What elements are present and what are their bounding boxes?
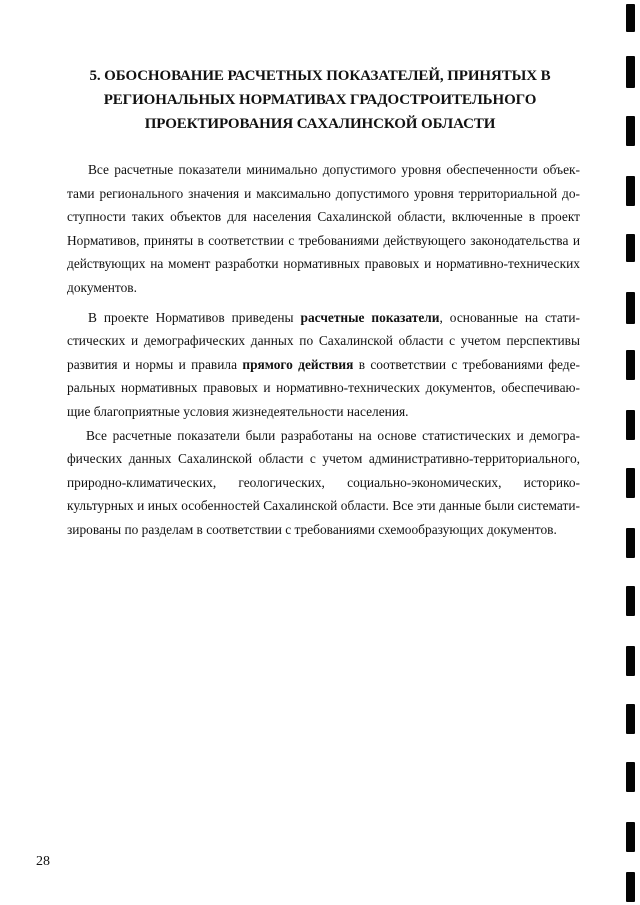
binding-hole: [626, 822, 635, 852]
text-run: в соответствии с требованиями феде-: [358, 356, 580, 372]
binding-hole: [626, 410, 635, 440]
text-line: [67, 353, 580, 377]
binding-hole: [626, 762, 635, 792]
text-line: документов.: [67, 279, 137, 295]
paragraph-1: [67, 158, 580, 300]
binding-hole: [626, 704, 635, 734]
text-line: [67, 306, 580, 330]
bold-term: расчетные показатели: [300, 309, 440, 325]
binding-hole: [626, 176, 635, 206]
text-line: Все расчетные показатели были разработаны на основе статистических и демогра-: [86, 427, 580, 443]
text-line: щие благоприятные условия жизнедеятельности населения.: [67, 403, 409, 419]
text-line: культурных и иных особенностей Сахалинской области. Все эти данные были системати-: [67, 498, 580, 514]
text-line: зированы по разделам в соответствии с требованиями схемообразующих документов.: [67, 521, 557, 537]
text-line: стических и демографических данных по Сахалинской области с учетом перспективы: [67, 333, 580, 349]
text-line: Все расчетные показатели минимально допустимого уровня обеспеченности объек-: [88, 162, 580, 177]
spiral-binding: [623, 0, 635, 905]
body-text: [67, 158, 580, 542]
binding-hole: [626, 4, 635, 32]
text-line: природно-климатических, геологических, социально-экономических, историко-: [67, 474, 580, 490]
heading-line: ПРОЕКТИРОВАНИЯ САХАЛИНСКОЙ ОБЛАСТИ: [144, 116, 496, 132]
text-line: действующих на момент разработки нормативных правовых и нормативно-технических: [67, 256, 580, 272]
binding-hole: [626, 468, 635, 498]
binding-hole: [626, 56, 635, 88]
binding-hole: [626, 234, 635, 262]
binding-hole: [626, 646, 635, 676]
binding-hole: [626, 350, 635, 380]
heading-line: 5. ОБОСНОВАНИЕ РАСЧЕТНЫХ ПОКАЗАТЕЛЕЙ, ПРИНЯТЫХ В: [89, 68, 551, 84]
text-line: фических данных Сахалинской области с учетом административно-территориального,: [67, 451, 580, 467]
paragraph-3: [67, 424, 580, 542]
bold-term: прямого действия: [242, 356, 354, 372]
binding-hole: [626, 116, 635, 146]
binding-hole: [626, 586, 635, 616]
section-heading: [60, 64, 580, 136]
text-line: Нормативов, приняты в соответствии с требованиями действующего законодательства и: [67, 232, 580, 248]
binding-hole: [626, 528, 635, 558]
text-run: В проекте Нормативов приведены: [88, 309, 294, 325]
text-run: развития и нормы и правила: [67, 356, 238, 372]
text-line: ральных нормативных правовых и нормативно-технических документов, обеспечиваю-: [67, 380, 580, 396]
text-line: тами регионального значения и максимально допустимого уровня территориальной до-: [67, 185, 580, 201]
text-run: , основанные на стати-: [439, 309, 580, 325]
paragraph-2: [67, 306, 580, 424]
text-line: ступности таких объектов для населения Сахалинской области, включенные в проект: [67, 209, 580, 225]
page-number: 28: [36, 854, 50, 869]
heading-line: РЕГИОНАЛЬНЫХ НОРМАТИВАХ ГРАДОСТРОИТЕЛЬНОГО: [103, 92, 537, 108]
binding-hole: [626, 292, 635, 324]
binding-hole: [626, 872, 635, 902]
